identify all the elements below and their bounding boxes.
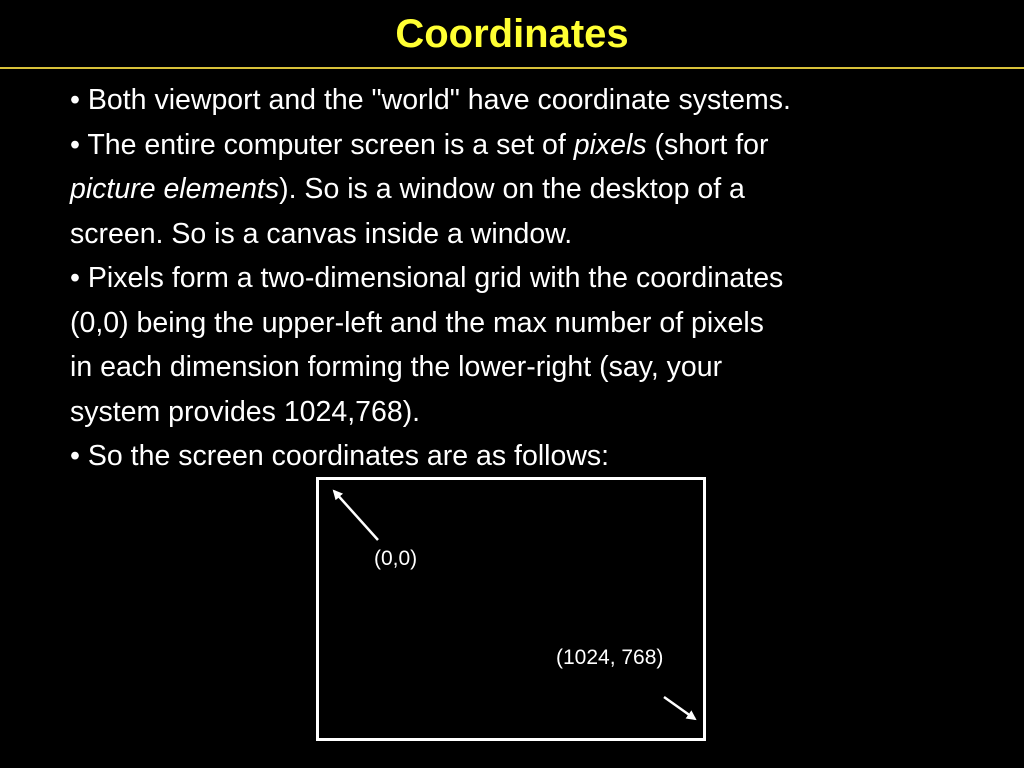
max-corner-label: (1024, 768) xyxy=(556,646,664,669)
bullet-viewport-world: • Both viewport and the "world" have coordinate systems. xyxy=(70,84,791,116)
bullet-pixels-line-1 xyxy=(70,123,1015,168)
pixels-term: pixels xyxy=(573,128,647,161)
bullet-pixels-text: • The entire computer screen is a set of xyxy=(70,128,574,161)
bullet-grid-line-1: • Pixels form a two-dimensional grid with the coordinates xyxy=(70,262,784,294)
bullet-screen-coordinates: • So the screen coordinates are as follows: xyxy=(70,440,610,472)
screen-diagram-frame xyxy=(316,477,706,741)
bullet-grid-line-3: in each dimension forming the lower-right (say, your xyxy=(70,351,723,383)
origin-label: (0,0) xyxy=(374,547,418,570)
bullet-pixels-window-text: ). So is a window on the desktop of a xyxy=(279,173,745,205)
bullet-list xyxy=(70,78,1015,479)
bullet-pixels-line-3: screen. So is a canvas inside a window. xyxy=(70,217,573,250)
bullet-grid-line-2: (0,0) being the upper-left and the max number of pixels xyxy=(70,306,764,339)
picture-elements-term: picture elements xyxy=(70,173,280,205)
bullet-pixels-text-tail: (short for xyxy=(646,128,769,161)
bullet-grid-line-4: system provides 1024,768). xyxy=(70,395,421,428)
title-divider xyxy=(0,67,1024,69)
bullet-pixels-line-2 xyxy=(70,167,1015,212)
slide-title: Coordinates xyxy=(395,12,629,56)
